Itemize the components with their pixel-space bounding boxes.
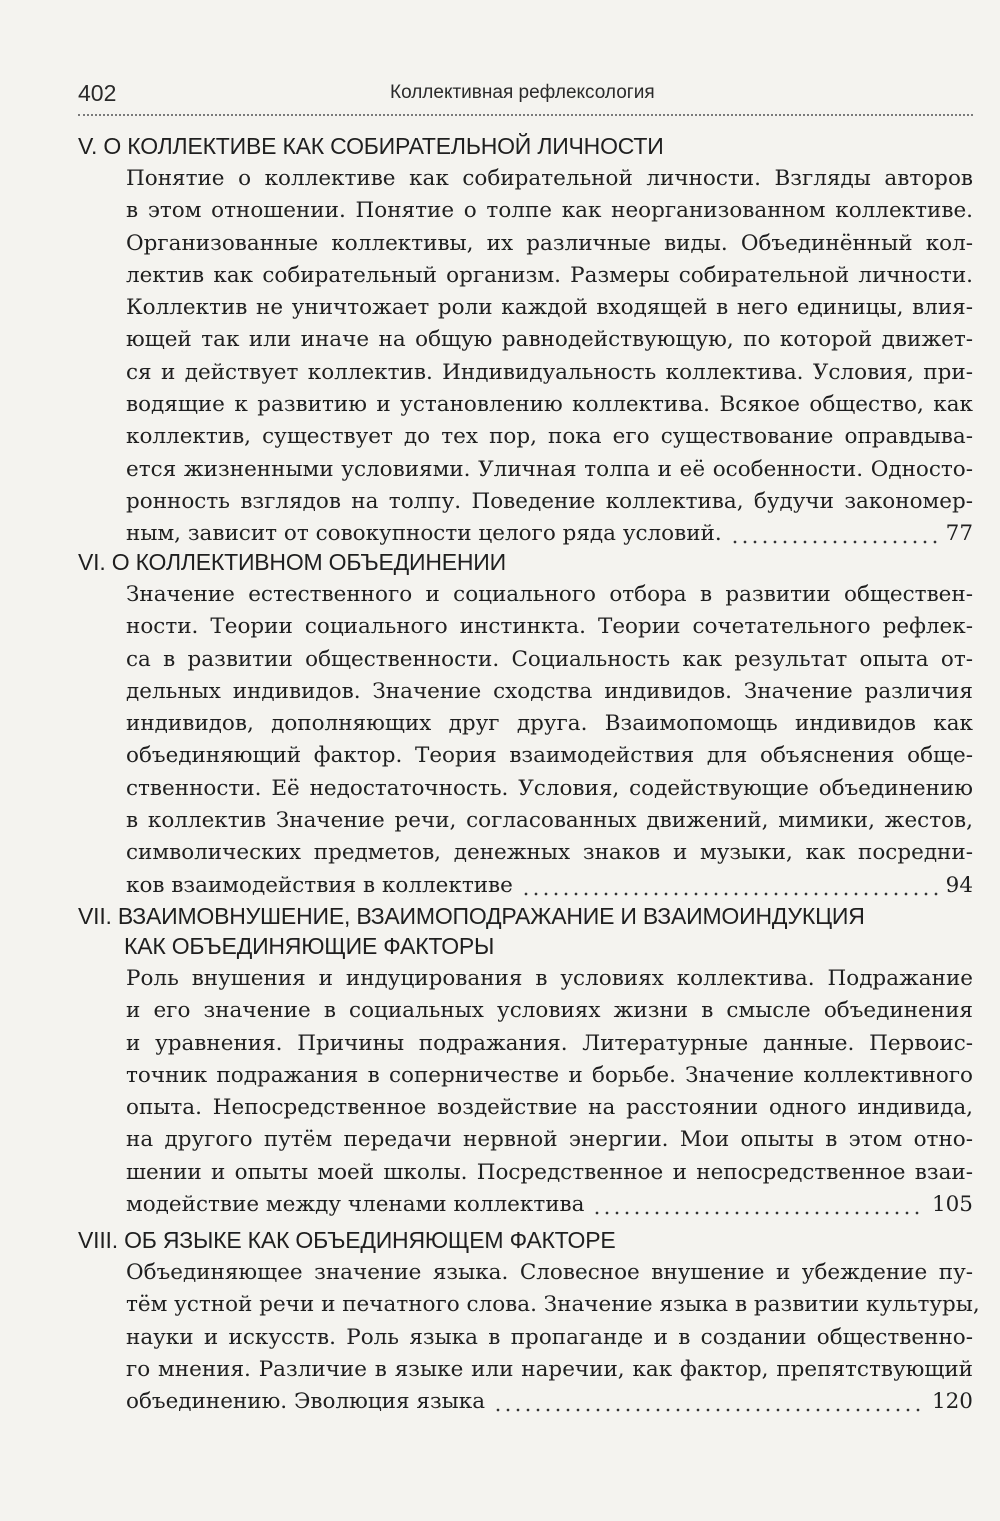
text-line: са в развитии общественности. Социальность как результат опыта от- <box>126 646 973 672</box>
section-body <box>126 579 973 902</box>
text-line: водящие к развитию и установлению коллектива. Всякое общество, как <box>126 392 973 418</box>
section-title-line: КАК ОБЪЕДИНЯЮЩИЕ ФАКТОРЫ <box>124 933 495 959</box>
text-line: объединению. Эволюция языка <box>126 1389 486 1415</box>
section-title-line: VII. ВЗАИМОВНУШЕНИЕ, ВЗАИМОПОДРАЖАНИЕ И ВЗАИМОИНДУКЦИЯ <box>78 903 865 929</box>
text-line: модействие между членами коллектива <box>126 1192 585 1218</box>
text-line: в коллектив Значение речи, согласованных движений, мимики, жестов, <box>126 808 973 834</box>
text-line: объединяющий фактор. Теория взаимодействия для объяснения обще- <box>126 743 973 769</box>
text-line: ся и действует коллектив. Индивидуальность коллектива. Условия, при- <box>126 359 973 385</box>
text-line: Объединяющее значение языка. Словесное внушение и убеждение пу- <box>126 1260 973 1285</box>
text-line: науки и искусств. Роль языка в пропаганде и в создании общественно- <box>126 1324 973 1350</box>
text-line: ется жизненными условиями. Уличная толпа и её особенности. Односто- <box>126 456 973 482</box>
text-line: ственности. Её недостаточность. Условия, содействующие объединению <box>126 775 973 801</box>
text-line: ющей так или иначе на общую равнодействующую, по которой движет- <box>126 327 973 353</box>
text-line: лектив как собирательный организм. Размеры собирательной личности. <box>126 262 973 288</box>
text-line: шении и опыты моей школы. Посредственное и непосредственное взаи- <box>126 1159 973 1185</box>
running-title: Коллективная рефлексология <box>390 82 655 103</box>
page-reference: 105 <box>931 1192 973 1218</box>
section-title: VIII. ОБ ЯЗЫКЕ КАК ОБЪЕДИНЯЮЩЕМ ФАКТОРЕ <box>78 1227 616 1253</box>
page-reference: 120 <box>931 1389 973 1415</box>
page-reference: 77 <box>945 521 973 547</box>
text-line: символических предметов, денежных знаков и музыки, как посредни- <box>126 840 973 866</box>
dot-leader <box>592 1189 923 1221</box>
text-line: го мнения. Различие в языке или наречии, как фактор, препятствующий <box>126 1356 973 1382</box>
section-title <box>78 901 973 961</box>
text-line: и уравнения. Причины подражания. Литературные данные. Первоис- <box>126 1030 973 1056</box>
toc-entry-line <box>126 1386 973 1418</box>
text-line: точник подражания в соперничестве и борьбе. Значение коллективного <box>126 1062 973 1088</box>
text-line: в этом отношении. Понятие о толпе как неорганизованном коллективе. <box>126 198 973 224</box>
dot-leader <box>493 1386 924 1418</box>
section-title: VI. О КОЛЛЕКТИВНОМ ОБЪЕДИНЕНИИ <box>78 549 506 575</box>
text-line: ным, зависит от совокупности целого ряда условий. <box>126 521 722 547</box>
dot-leader <box>730 518 938 550</box>
section-body <box>126 1257 980 1418</box>
text-line: Понятие о коллективе как собирательной личности. Взгляды авторов <box>126 166 973 191</box>
page-header <box>78 74 973 116</box>
text-line: индивидов, дополняющих друг друга. Взаимопомощь индивидов как <box>126 711 973 737</box>
page-number: 402 <box>78 80 117 106</box>
text-line: тём устной речи и печатного слова. Значение языка в развитии культуры, <box>126 1292 980 1318</box>
page-reference: 94 <box>945 872 973 898</box>
section-title: V. О КОЛЛЕКТИВЕ КАК СОБИРАТЕЛЬНОЙ ЛИЧНОСТИ <box>78 133 664 159</box>
text-line: ронность взглядов на толпу. Поведение коллектива, будучи закономер- <box>126 488 973 514</box>
text-line: ков взаимодействия в коллективе <box>126 872 513 898</box>
text-line: опыта. Непосредственное воздействие на расстоянии одного индивида, <box>126 1095 973 1121</box>
toc-section-vi <box>78 547 973 902</box>
section-body <box>126 963 973 1221</box>
toc-section-vii <box>78 901 973 1221</box>
text-line: Организованные коллективы, их различные виды. Объединённый кол- <box>126 230 973 256</box>
text-line: на другого путём передачи нервной энергии. Мои опыты в этом отно- <box>126 1127 973 1153</box>
text-line: Роль внушения и индуцирования в условиях коллектива. Подражание <box>126 966 973 991</box>
dot-leader <box>521 870 938 902</box>
text-line: и его значение в социальных условиях жизни в смысле объединения <box>126 998 973 1024</box>
text-line: Коллектив не уничтожает роли каждой входящей в него единицы, влия- <box>126 295 973 321</box>
text-line: ности. Теории социального инстинкта. Теории сочетательного рефлек- <box>126 614 973 640</box>
toc-section-viii <box>78 1225 980 1418</box>
text-line: коллектив, существует до тех пор, пока его существование оправдыва- <box>126 424 973 450</box>
text-line: Значение естественного и социального отбора в развитии обществен- <box>126 582 973 607</box>
text-line: дельных индивидов. Значение сходства индивидов. Значение различия <box>126 678 973 704</box>
section-body <box>126 163 973 551</box>
toc-entry-line <box>126 870 973 902</box>
toc-entry-line <box>126 518 973 550</box>
toc-entry-line <box>126 1189 973 1221</box>
toc-section-v <box>78 131 973 551</box>
